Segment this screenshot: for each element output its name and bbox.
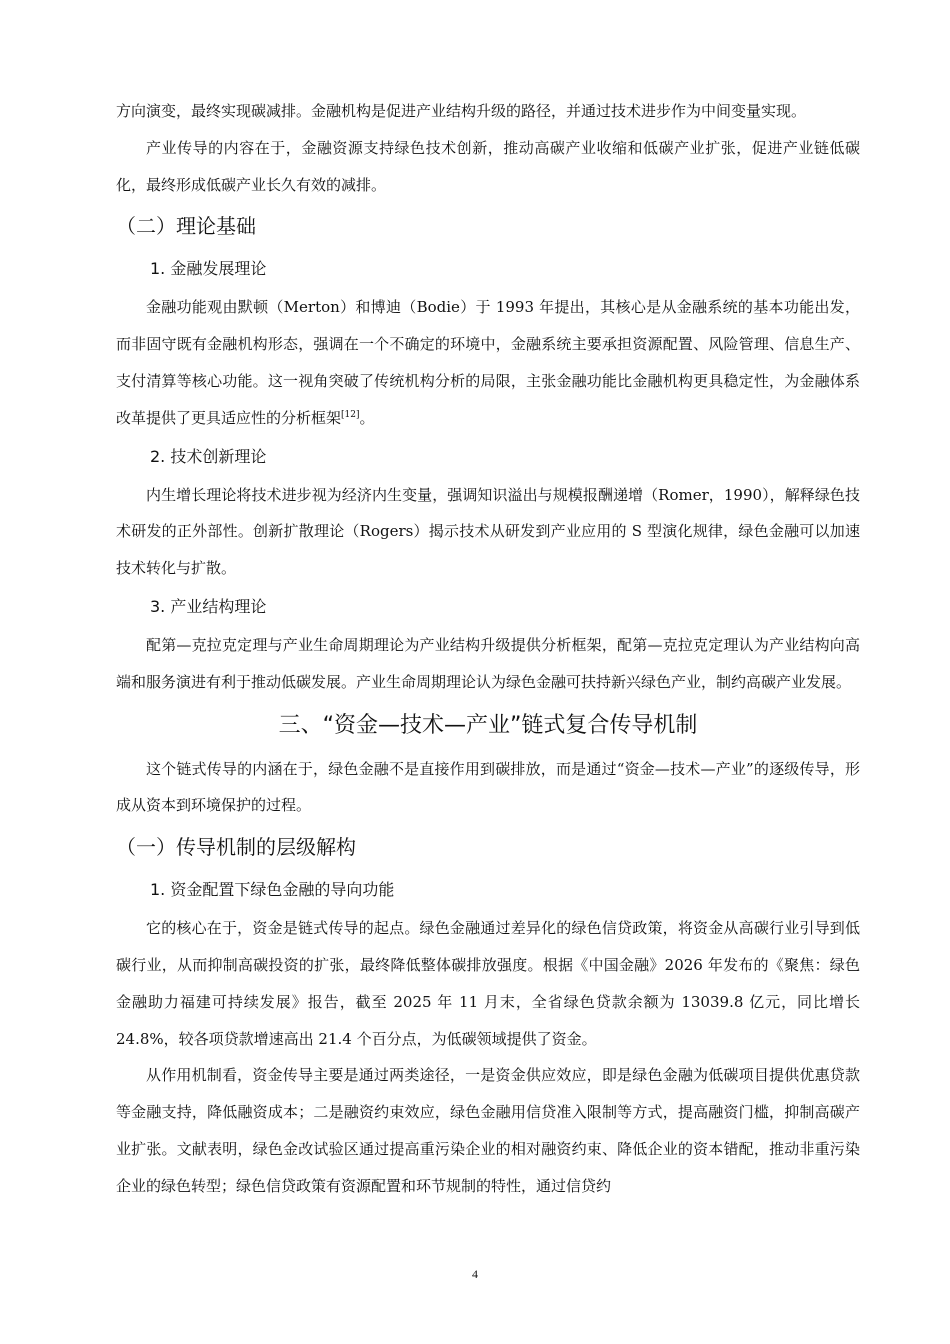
paragraph-industry-theory: 配第—克拉克定理与产业生命周期理论为产业结构升级提供分析框架，配第—克拉克定理认为产业结构向高端和服务演进有利于推动低碳发展。产业生命周期理论认为绿色金融可扶持新兴绿色产业，制约高碳产业发展。 [116,635,860,691]
page-content [116,93,860,1205]
subsection-title-tech: 2. 技术创新理论 [150,446,267,466]
section-title-mechanism: （一）传导机制的层级解构 [116,835,356,860]
chapter-title-3: 三、“资金—技术—产业”链式复合传导机制 [278,712,698,738]
paragraph-intro-1: 方向演变，最终实现碳减排。金融机构是促进产业结构升级的路径，并通过技术进步作为中间变量实现。 [116,102,807,120]
paragraph-intro-2: 产业传导的内容在于，金融资源支持绿色技术创新，推动高碳产业收缩和低碳产业扩张，促进产业链低碳化，最终形成低碳产业长久有效的减排。 [116,138,860,194]
paragraph-finance-theory [116,289,860,436]
section-title-theory: （二）理论基础 [116,214,256,239]
paragraph-tech-theory: 内生增长理论将技术进步视为经济内生变量，强调知识溢出与规模报酬递增（Romer，1990），解释绿色技术研发的正外部性。创新扩散理论（Rogers）揭示技术从研发到产业应用的 S 型演化规律，绿色金融可以加速技术转化与扩散。 [116,485,860,578]
paragraph-mechanism: 从作用机制看，资金传导主要是通过两类途径，一是资金供应效应，即是绿色金融为低碳项目提供优惠贷款等金融支持，降低融资成本；二是融资约束效应，绿色金融用信贷准入限制等方式，提高融资门槛，抑制高碳产业扩张。文献表明，绿色金改试验区通过提高重污染企业的相对融资约束、降低企业的资本错配，推动非重污染企业的绿色转型；绿色信贷政策有资源配置和环节规制的特性，通过信贷约 [116,1066,860,1195]
finance-text: 金融功能观由默顿（Merton）和博迪（Bodie）于 1993 年提出，其核心是从金融系统的基本功能出发，而非固守既有金融机构形态，强调在一个不确定的环境中，金融系统主要承担资源配置、风险管理、信息生产、支付清算等核心功能。这一视角突破了传统机构分析的局限，主张金融功能比金融机构更具稳定性，为金融体系改革提供了更具适应性的分析框架 [116,298,860,427]
citation-ref: [12] [341,409,360,420]
page-number: 4 [472,1267,478,1281]
subsection-title-industry: 3. 产业结构理论 [150,596,267,616]
subsection-title-capital: 1. 资金配置下绿色金融的导向功能 [150,880,395,900]
paragraph-capital: 它的核心在于，资金是链式传导的起点。绿色金融通过差异化的绿色信贷政策，将资金从高碳行业引导到低碳行业，从而抑制高碳投资的扩张，最终降低整体碳排放强度。根据《中国金融》2026 年发布的《聚焦：绿色金融助力福建可持续发展》报告，截至 2025 年 11 月末，全省绿色贷款余额为 13039.8 亿元，同比增长 24.8%，较各项贷款增速高出 21.4 个百分点，为低碳领域提供了资金。 [116,919,860,1048]
subsection-title-finance: 1. 金融发展理论 [150,259,267,279]
finance-text-end: 。 [359,408,375,427]
paragraph-chapter-3: 这个链式传导的内涵在于，绿色金融不是直接作用到碳排放，而是通过“资金—技术—产业”的逐级传导，形成从资本到环境保护的过程。 [116,759,860,815]
